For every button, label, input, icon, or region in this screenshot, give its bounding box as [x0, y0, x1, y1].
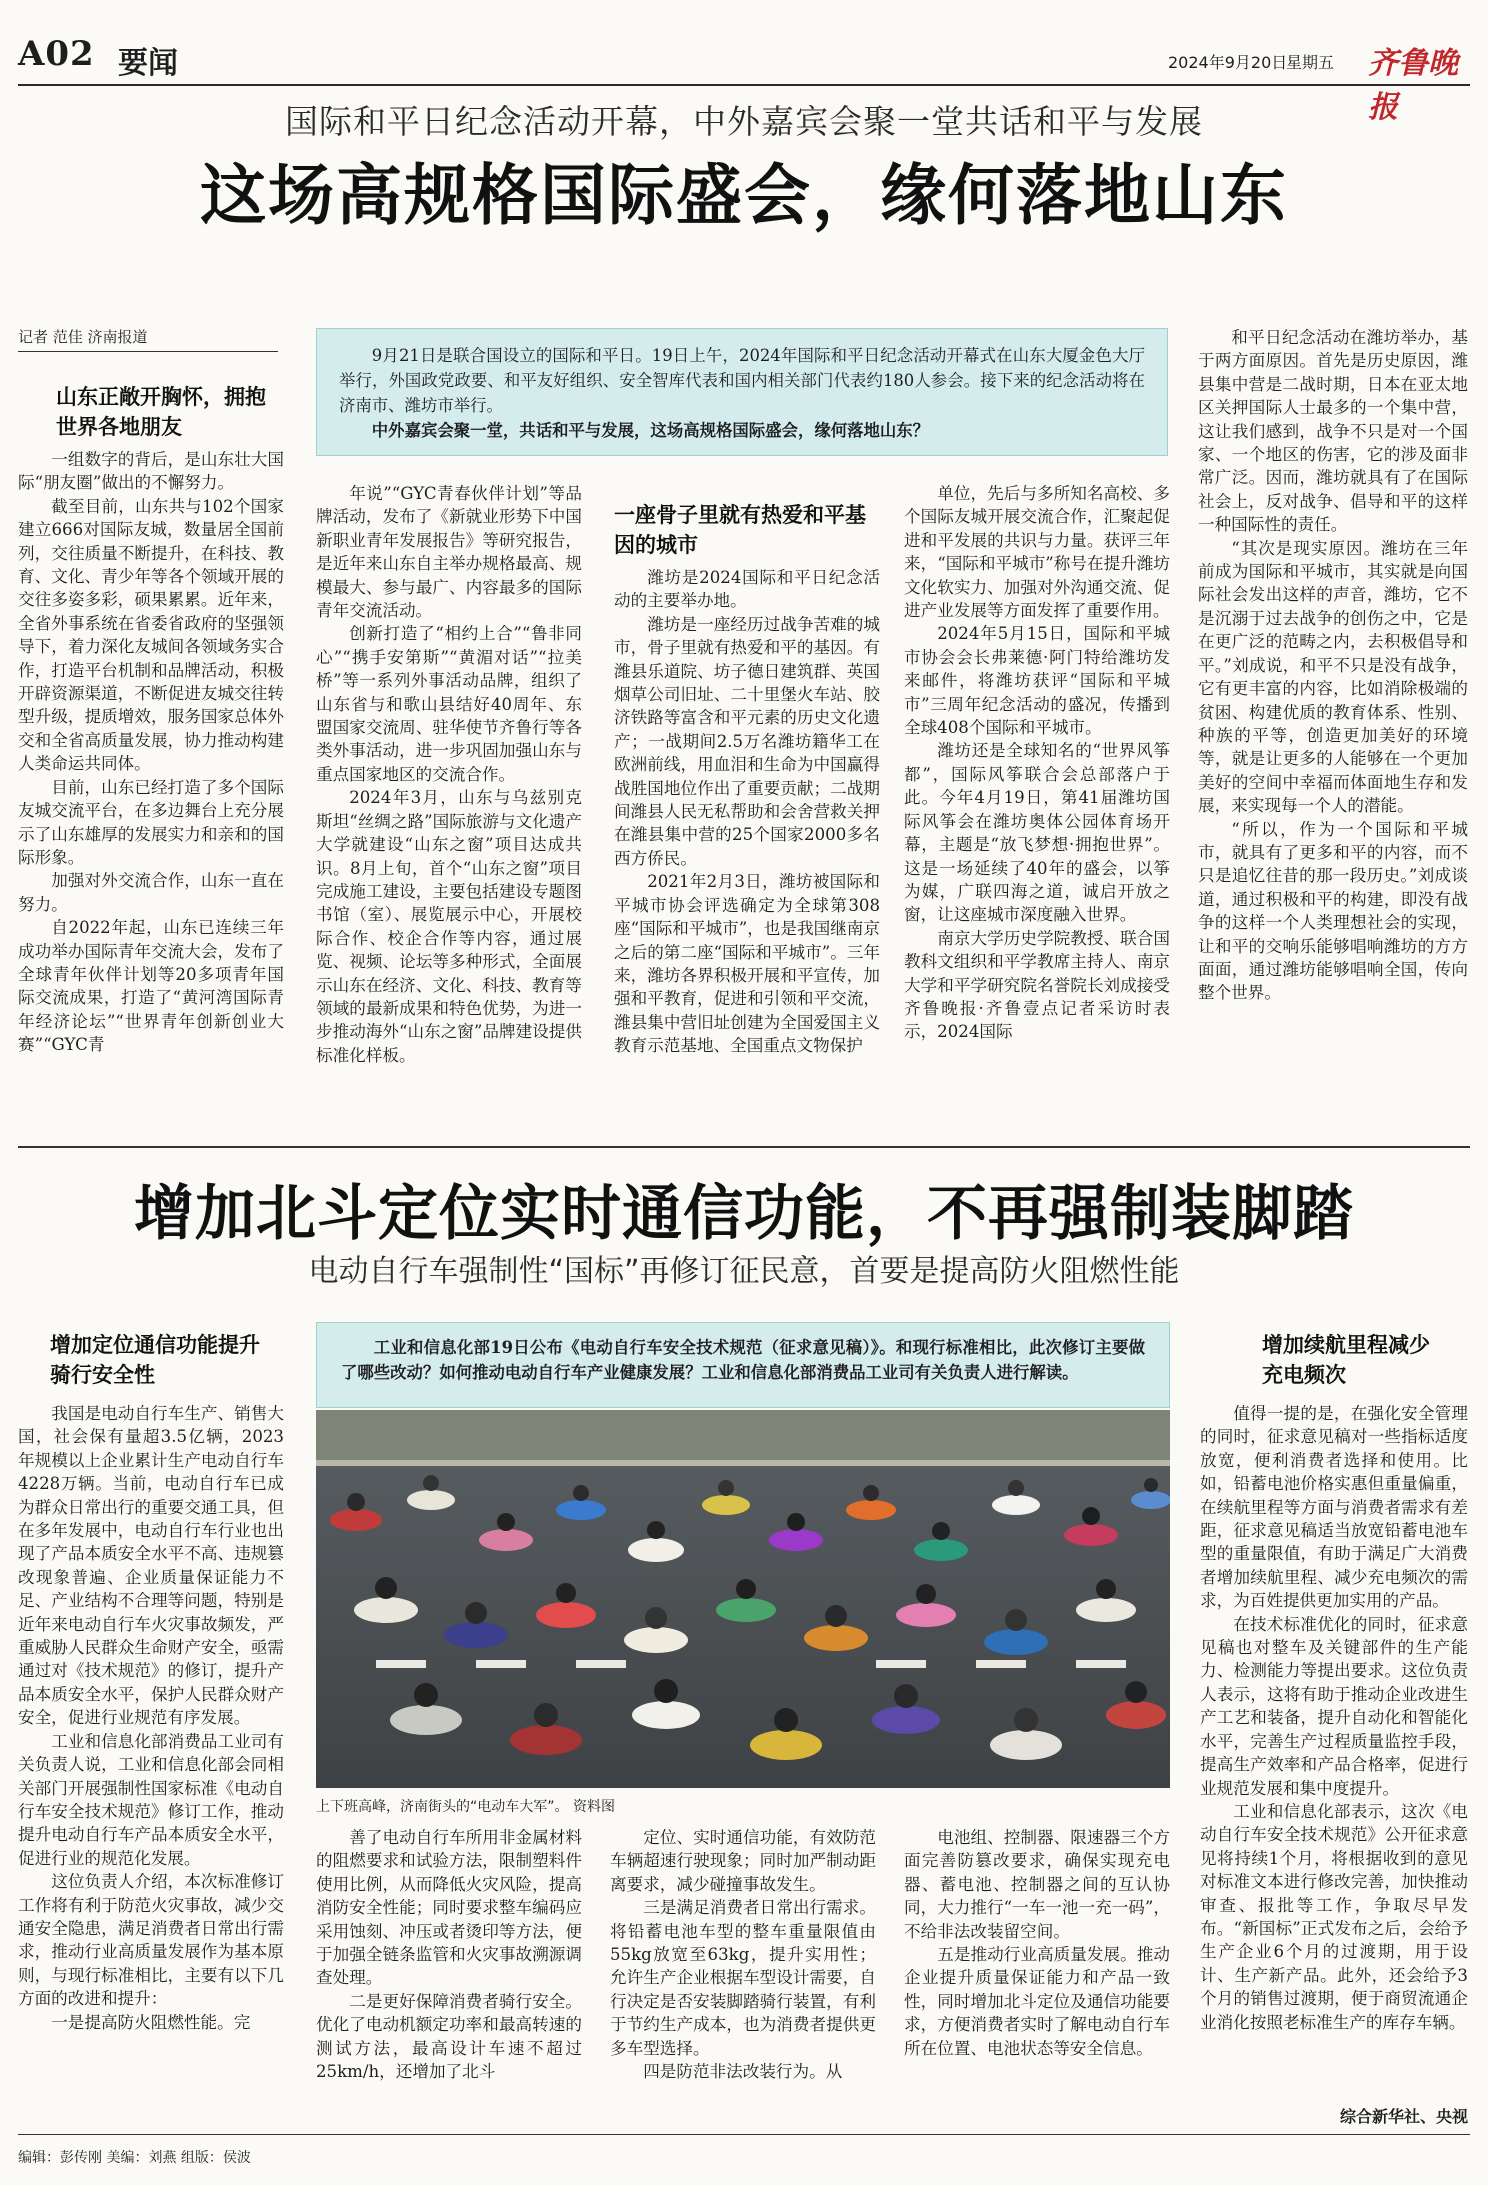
- paragraph: 创新打造了“相约上合”“鲁非同心”“携手安第斯”“黄湄对话”“拉美桥”等一系列外事活动品牌，组织了山东省与和歌山县结好40周年、东盟国家交流周、驻华使节齐鲁行等各类外事活动，进一步巩固加强山东与重点国家地区的交流合作。: [316, 624, 582, 784]
- paragraph: 工业和信息化部消费品工业司有关负责人说，工业和信息化部会同相关部门开展强制性国家标准《电动自行车安全技术规范》修订工作，推动提升电动自行车产品本质安全水平，促进行业的规范化发展。: [18, 1731, 284, 1868]
- story2-column-5: [1200, 1402, 1468, 2102]
- story2-subhead-1: 增加定位通信功能提升骑行安全性: [50, 1332, 260, 1387]
- story1-column-2: [316, 482, 582, 1130]
- story2-headline: 增加北斗定位实时通信功能，不再强制装脚踏: [134, 1179, 1354, 1249]
- paragraph: 电池组、控制器、限速器三个方面完善防篡改要求，确保实现充电器、蓄电池、控制器之间的互认协同，大力推行“一车一池一充一码”，不给非法改装留空间。: [904, 1828, 1170, 1941]
- story2-column-4: [904, 1826, 1170, 2128]
- paragraph: 工业和信息化部表示，这次《电动自行车安全技术规范》公开征求意见将持续1个月，将根据收到的意见对标准文本进行修改完善，加快推动审查、报批等工作，争取尽早发布。“新国标”正式发布之后，会给予生产企业6个月的过渡期，用于设计、生产新产品。此外，还会给予3个月的销售过渡期，便于商贸流通企业消化按照老标准生产的库存车辆。: [1200, 1801, 1468, 2032]
- paragraph: 五是推动行业高质量发展。推动企业提升质量保证能力和产品一致性，同时增加北斗定位及通信功能要求，方便消费者实时了解电动自行车所在位置、电池状态等安全信息。: [904, 1945, 1170, 2058]
- story2-kicker: 电动自行车强制性“国标”再修订征民意，首要是提高防火阻燃性能: [308, 1254, 1180, 1289]
- page-code: A02: [18, 34, 95, 74]
- paragraph: 在技术标准优化的同时，征求意见稿也对整车及关键部件的生产能力、检测能力等提出要求。这位负责人表示，这将有助于推动企业改进生产工艺和装备，提升自动化和智能化水平，完善生产过程质量监控手段，提高生产效率和产品合格率，促进行业规范发展和集中度提升。: [1200, 1614, 1468, 1798]
- story1-column-5: [1198, 326, 1468, 1130]
- story1-headline: 这场高规格国际盛会，缘何落地山东: [200, 156, 1288, 234]
- ebike-crowd-image: [316, 1410, 1170, 1788]
- story2-subhead-2: 增加续航里程减少充电频次: [1262, 1332, 1430, 1387]
- story2-column-1: [18, 1402, 284, 2128]
- paragraph: 一组数字的背后，是山东壮大国际“朋友圈”做出的不懈努力。: [18, 450, 284, 493]
- story1-kicker: 国际和平日纪念活动开幕，中外嘉宾会聚一堂共话和平与发展: [285, 102, 1203, 141]
- story2-column-2: [316, 1826, 582, 2128]
- paragraph: 目前，山东已经打造了多个国际友城交流平台，在多边舞台上充分展示了山东雄厚的发展实力和亲和的国际形象。: [18, 777, 284, 867]
- paragraph: 一是提高防火阻燃性能。完: [51, 2012, 251, 2032]
- paragraph: 三是满足消费者日常出行需求。将铅蓄电池车型的整车重量限值由55kg放宽至63kg，提升实用性；允许生产企业根据车型设计需要，自行决定是否安装脚踏骑行装置，有利于节约生产成本，也为消费者提供更多车型选择。: [610, 1898, 876, 2058]
- story1-column-3: [614, 566, 880, 1130]
- paragraph: 截至目前，山东共与102个国家建立666对国际友城，数量居全国前列，交往质量不断提升，在科技、教育、文化、青少年等各个领域开展的交往多姿多彩，硕果累累。近年来，全省外事系统在省委省政府的坚强领导下，着力深化友城间各领域务实合作，打造平台机制和品牌活动，积极开辟资源渠道，不断促进友城交往转型升级，提质增效，服务国家总体外交和全省高质量发展，协力推动构建人类命运共同体。: [18, 496, 284, 774]
- story1-column-4: [904, 482, 1170, 1130]
- paragraph: 单位，先后与多所知名高校、多个国际友城开展交流合作，汇聚起促进和平发展的共识与力量。获评三年来，“国际和平城市”称号在提升潍坊文化软实力、加强对外沟通交流、促进产业发展等方面发挥了重要作用。: [904, 484, 1170, 621]
- page-credits: 编辑：彭传刚 美编：刘燕 组版：侯波: [18, 2150, 251, 2166]
- paragraph: 四是防范非法改装行为。从: [643, 2062, 843, 2082]
- paragraph: 加强对外交流合作，山东一直在努力。: [18, 871, 284, 914]
- paragraph: 定位、实时通信功能，有效防范车辆超速行驶现象；同时加严制动距离要求，减少碰撞事故发生。: [610, 1828, 876, 1894]
- paragraph: 2024年3月，山东与乌兹别克斯坦“丝绸之路”国际旅游与文化遗产大学就建设“山东之窗”项目达成共识。8月上旬，首个“山东之窗”项目完成施工建设，主要包括建设专题图书馆（室）、展览展示中心，开展校际合作、校企合作等内容，通过展览、视频、论坛等多种形式，全面展示山东在经济、文化、科技、教育等领域的最新成果和特色优势，为进一步推动海外“山东之窗”品牌建设提供标准化样板。: [316, 788, 582, 1065]
- paragraph: “其次是现实原因。潍坊在三年前成为国际和平城市，其实就是向国际社会发出这样的声音，潍坊，它不是沉溺于过去战争的创伤之中，它是在更广泛的范畴之内，去积极倡导和平。”刘成说，和平不只是没有战争，它有更丰富的内容，比如消除极端的贫困、构建优质的教育体系、性别、种族的平等，创造更加美好的环境等，就是让更多的人能够在一个更加美好的空间中幸福而体面地生存和发展，来实现每一个人的潜能。: [1198, 538, 1468, 816]
- story2-lead-box: [316, 1322, 1170, 1408]
- paragraph: 值得一提的是，在强化安全管理的同时，征求意见稿对一些指标适度放宽，便利消费者选择和使用。比如，铅蓄电池价格实惠但重量偏重，在续航里程等方面与消费者需求有差距，征求意见稿适当放宽铅蓄电池车型的重量限值，有助于满足广大消费者增加续航里程、减少充电频次的需求，为百姓提供更加实用的产品。: [1200, 1404, 1468, 1611]
- paragraph: 潍坊是一座经历过战争苦难的城市，骨子里就有热爱和平的基因。有潍县乐道院、坊子德日建筑群、英国烟草公司旧址、二十里堡火车站、胶济铁路等富含和平元素的历史文化遗产；一战期间2.5万名潍坊籍华工在欧洲前线，用血泪和生命为中国赢得战胜国地位作出了重要贡献；二战期间潍县人民无私帮助和会舍营救关押在潍县集中营的25个国家2000多名西方侨民。: [614, 614, 880, 868]
- paragraph: “所以，作为一个国际和平城市，就具有了更多和平的内容，而不只是追忆往昔的那一段历史。”刘成谈道，通过积极和平的构建，即没有战争的这样一个人类理想社会的实现，让和平的交响乐能够唱响潍坊的方方面面，通过潍坊能够唱响全国，传向整个世界。: [1198, 819, 1468, 1003]
- paragraph: 潍坊还是全球知名的“世界风筝都”，国际风筝联合会总部落户于此。今年4月19日，第41届潍坊国际风筝会在潍坊奥体公园体育场开幕，主题是“放飞梦想·拥抱世界”。这是一场延续了40年的盛会，以筝为媒，广联四海之道，诚启开放之窗，让这座城市深度融入世界。: [904, 741, 1170, 925]
- section-divider: [18, 1146, 1470, 1148]
- masthead-logo: 齐鲁晚报: [1368, 46, 1458, 125]
- story1-column-1: [18, 448, 284, 1130]
- story1-subhead-2: 一座骨子里就有热爱和平基因的城市: [614, 502, 866, 557]
- issue-weekday: 星期五: [1286, 53, 1335, 72]
- paragraph: 潍坊是2024国际和平日纪念活动的主要举办地。: [614, 568, 880, 611]
- issue-date: 2024年9月20日: [1168, 53, 1288, 72]
- paragraph: 南京大学历史学院教授、联合国教科文组织和平学教席主持人、南京大学和平学研究院名誉院长刘成接受齐鲁晚报·齐鲁壹点记者采访时表示，2024国际: [904, 928, 1170, 1042]
- paragraph: 2024年5月15日，国际和平城市协会会长弗莱德·阿门特给潍坊发来邮件，将潍坊获评“国际和平城市”三周年纪念活动的盛况，传播到全球408个国际和平城市。: [904, 624, 1170, 738]
- paragraph: 二是更好保障消费者骑行安全。优化了电动机额定功率和最高转速的测试方法，最高设计车速不超过25km/h，还增加了北斗: [316, 1991, 582, 2082]
- photo-caption: 上下班高峰，济南街头的“电动车大军”。 资料图: [316, 1799, 615, 1815]
- ebike-crowd-photo: [316, 1410, 1170, 1788]
- paragraph: 年说”“GYC青春伙伴计划”等品牌活动，发布了《新就业形势下中国新职业青年发展报告》等研究报告，是近年来山东自主举办规格最高、规模最大、参与最广、内容最多的国际青年交流活动。: [316, 484, 582, 621]
- story1-lead-box: [316, 328, 1168, 456]
- story2-source: 综合新华社、央视: [1339, 2107, 1468, 2126]
- story1-lead-question: 中外嘉宾会聚一堂，共话和平与发展，这场高规格国际盛会，缘何落地山东？: [371, 421, 930, 440]
- story1-lead: 9月21日是联合国设立的国际和平日。19日上午，2024年国际和平日纪念活动开幕式在山东大厦金色大厅举行，外国政党政要、和平友好组织、安全智库代表和国内相关部门代表约180人参会。接下来的纪念活动将在济南市、潍坊市举行。: [339, 346, 1145, 415]
- story2-lead: 工业和信息化部19日公布《电动自行车安全技术规范（征求意见稿）》。和现行标准相比，此次修订主要做了哪些改动？如何推动电动自行车产业健康发展？工业和信息化部消费品工业司有关负责人进行解读。: [341, 1338, 1145, 1382]
- paragraph: 善了电动自行车所用非金属材料的阻燃要求和试验方法，限制塑料件使用比例，从而降低火灾风险，提高消防安全性能；同时要求整车编码应采用蚀刻、冲压或者烫印等方法，便于加强全链条监管和火灾事故溯源调查处理。: [316, 1828, 582, 1988]
- page-section: 要闻: [118, 46, 178, 81]
- story2-column-3: [610, 1826, 876, 2128]
- paragraph: 这位负责人介绍，本次标准修订工作将有利于防范火灾事故，减少交通安全隐患，满足消费者日常出行需求，推动行业高质量发展作为基本原则，与现行标准相比，主要有以下几方面的改进和提升：: [18, 1872, 284, 2009]
- story1-subhead-1: 山东正敞开胸怀，拥抱世界各地朋友: [56, 384, 266, 439]
- paragraph: 2021年2月3日，潍坊被国际和平城市协会评选确定为全球第308座“国际和平城市”，也是我国继南京之后的第二座“国际和平城市”。三年来，潍坊各界积极开展和平宣传，加强和平教育，促进和引领和平交流，潍县集中营旧址创建为全国爱国主义教育示范基地、全国重点文物保护: [614, 872, 880, 1056]
- paragraph: 和平日纪念活动在潍坊举办，基于两方面原因。首先是历史原因，潍县集中营是二战时期，日本在亚太地区关押国际人士最多的一个集中营，这让我们感到，战争不只是对一个国家、一个地区的伤害，它的涉及面非常广泛。因而，潍坊就具有了在国际社会上，反对战争、倡导和平的这样一种国际性的责任。: [1198, 328, 1468, 535]
- paragraph: 我国是电动自行车生产、销售大国，社会保有量超3.5亿辆，2023年规模以上企业累计生产电动自行车4228万辆。当前，电动自行车已成为群众日常出行的重要交通工具，但在多年发展中，电动自行车行业也出现了产品本质安全水平不高、违规篡改现象普遍、企业质量保证能力不足、产业结构不合理等问题，特别是近年来电动自行车火灾事故频发，严重威胁人民群众生命财产安全，亟需通过对《技术规范》的修订，提升产品本质安全水平，保护人民群众财产安全，促进行业规范有序发展。: [18, 1404, 284, 1728]
- story1-byline: 记者 范佳 济南报道: [18, 326, 278, 352]
- paragraph: 自2022年起，山东已连续三年成功举办国际青年交流大会，发布了全球青年伙伴计划等20多项青年国际交流成果，打造了“黄河湾国际青年经济论坛”“世界青年创新创业大赛”“GYC青: [18, 918, 284, 1055]
- footer-divider: [18, 2134, 1470, 2135]
